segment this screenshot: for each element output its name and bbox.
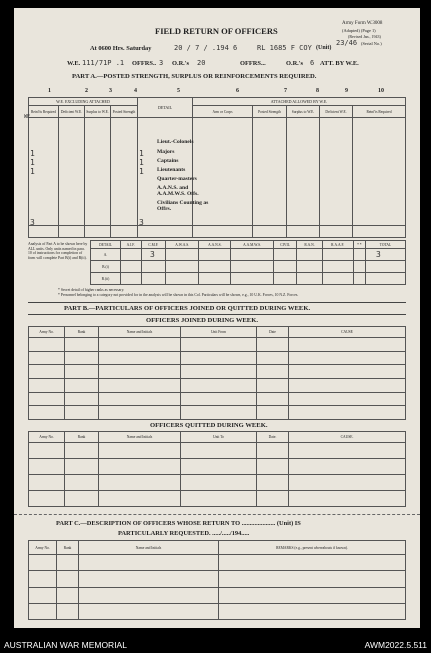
rank-label: Captains (157, 158, 179, 164)
ors2-value: 6 (310, 59, 315, 67)
col-number: 2 (85, 88, 88, 94)
footer-accession: AWM2022.5.511 (364, 640, 427, 650)
form-number: Army Form W.3008 (342, 21, 383, 26)
hw-total: 3 (139, 218, 144, 227)
quitted-title: OFFICERS QUITTED DURING WEEK. (150, 422, 268, 429)
part-c-col-header: REMARKS (e.g., present whereabouts if known). (219, 541, 406, 555)
group-left-header: W.E. EXCLUDING ATTACHED (29, 98, 138, 106)
analysis-col-header: A.W.A.S. (166, 241, 199, 249)
col-header: Deficient W.E. (59, 106, 85, 118)
total-cell (320, 226, 353, 238)
col-number: 3 (109, 88, 112, 94)
hw-entry: 1 (139, 167, 144, 176)
joined-col-header: Rank (65, 327, 99, 338)
joined-col-header: CAUSE (289, 327, 406, 338)
form-page (14, 8, 420, 628)
analysis-col-header: TOTAL (366, 241, 406, 249)
we-label: W.E. (67, 60, 81, 67)
col-number: 9 (345, 88, 348, 94)
posted-cell (111, 118, 138, 226)
quitted-col-header: Rank (65, 432, 99, 443)
col-number: 1 (48, 88, 51, 94)
footnote-2: * Personnel belonging to a category not provided for in the analysis will be shown in this Col. Particulars will be shown, e.g., 10 U.K. Forces, 10 N.Z. Forces. (58, 293, 299, 297)
analysis-col-header: DETAIL (91, 241, 121, 249)
group-right-header: ATTACHED ALLOWED BY W.E. (193, 98, 406, 106)
quitted-table (28, 431, 406, 507)
joined-table (28, 326, 406, 420)
analysis-note: Analysis of Part A to be shown here by ALL units. Only units named in para. 10 of instructions for completion of form will complete Part B(i) and B(ii). (28, 242, 88, 260)
hw-analysis-total: 3 (376, 250, 381, 259)
hw-total: 3 (30, 218, 35, 227)
part-c-col-header: Name and Initials (79, 541, 219, 555)
analysis-col-header: A.A.N.S. (199, 241, 231, 249)
analysis-col-header: CIVIL (273, 241, 297, 249)
we-mark: WE (24, 114, 31, 120)
hw-entry: 1 (139, 158, 144, 167)
col-number: 4 (134, 88, 137, 94)
col-header: Reinf'ts Required (353, 106, 406, 118)
offrs-label: OFFRS.. (132, 60, 157, 67)
offrs-value: 3 (159, 59, 164, 67)
col-number: 8 (316, 88, 319, 94)
col-header: Deficient W.E. (320, 106, 353, 118)
col-header: Posted Strength (111, 106, 138, 118)
quitted-col-header: Date. (257, 432, 289, 443)
analysis-row-label: A. (91, 249, 121, 261)
part-c-col-header: Army No. (29, 541, 57, 555)
unit-label: (Unit) (316, 45, 332, 51)
surplus-cell (85, 118, 111, 226)
att-deficient-cell (320, 118, 353, 226)
footnote-1: * Secret detail of higher ranks as necessary. (58, 288, 125, 292)
part-a-table (28, 97, 406, 238)
hw-entry: 1 (30, 167, 35, 176)
ors-value: 20 (197, 59, 206, 67)
quitted-col-header: Name and Initials (99, 432, 181, 443)
ors-label: O.R.'s (172, 60, 190, 67)
col-header: Surplus to W.E. (287, 106, 320, 118)
part-c-table (28, 540, 406, 620)
form-revised: (Revised Jan., 1943) (348, 34, 381, 39)
part-c-line1: PART C.—DESCRIPTION OF OFFICERS WHOSE RETURN TO ..................... (Unit) IS (56, 520, 301, 527)
part-a-title: PART A.—POSTED STRENGTH, SURPLUS OR REINFORCEMENTS REQUIRED. (72, 73, 317, 80)
form-adapted: (Adapted) (Page 1) (342, 28, 376, 33)
analysis-table (90, 240, 406, 285)
joined-title: OFFICERS JOINED DURING WEEK. (146, 317, 258, 324)
serial-number: 23/46 (336, 39, 358, 47)
att-reinfts-cell (353, 118, 406, 226)
archive-footer (0, 636, 431, 653)
joined-col-header: Army No. (29, 327, 65, 338)
we-value: 111/71P .1 (82, 59, 125, 67)
total-cell (193, 226, 253, 238)
hw-entry: 1 (30, 158, 35, 167)
offrs2-label: OFFRS... (240, 60, 266, 67)
col-header: Rein'fts Required (29, 106, 59, 118)
hw-entry: 1 (139, 149, 144, 158)
hw-entry: 1 (30, 149, 35, 158)
detail-header: DETAIL (138, 98, 193, 118)
ors2-label: O.R.'s (286, 60, 304, 67)
hw-aif: 3 (150, 250, 155, 259)
total-cell (253, 226, 287, 238)
total-cell (59, 226, 85, 238)
rank-label: Quarter-masters (157, 176, 197, 182)
att-surplus-cell (287, 118, 320, 226)
quitted-col-header: CAUSE. (289, 432, 406, 443)
analysis-row-label: B.(i) (91, 261, 121, 273)
total-cell (111, 226, 138, 238)
analysis-col-header: R.A.N. (297, 241, 322, 249)
form-title: FIELD RETURN OF OFFICERS (155, 26, 278, 36)
deficient-cell (59, 118, 85, 226)
col-number: 6 (236, 88, 239, 94)
footer-institution: AUSTRALIAN WAR MEMORIAL (4, 640, 127, 650)
serial-label: (Serial No.) (361, 41, 382, 46)
total-cell (138, 226, 193, 238)
rank-label: Civilians Counting as Offrs. (157, 200, 209, 213)
return-date: 20 / 7 / .194 6 (174, 44, 238, 52)
quitted-col-header: Army No. (29, 432, 65, 443)
joined-col-header: Date (257, 327, 289, 338)
joined-col-header: Unit From (181, 327, 257, 338)
att-label: ATT. BY W.E. (320, 60, 359, 67)
total-cell (287, 226, 320, 238)
total-cell (353, 226, 406, 238)
rank-label: Lieut.-Colonels (157, 139, 194, 145)
col-header: Surplus to W.E. (85, 106, 111, 118)
joined-col-header: Name and Initials (99, 327, 181, 338)
total-cell (85, 226, 111, 238)
total-cell (29, 226, 59, 238)
col-number: 5 (177, 88, 180, 94)
col-number: 7 (284, 88, 287, 94)
part-b-title: PART B.—PARTICULARS OF OFFICERS JOINED OR QUITTED DURING WEEK. (64, 305, 311, 312)
rank-label: Majors (157, 149, 175, 155)
at-line-prefix: At 0600 Hrs. Saturday (90, 45, 152, 52)
rank-label: Lieutenants (157, 167, 186, 173)
unit-name: RL 1685 F COY (257, 44, 312, 52)
quitted-col-header: Unit To (181, 432, 257, 443)
col-header: Posted Strength (253, 106, 287, 118)
part-c-line2: PARTICULARLY REQUESTED. ...../...../194..... (118, 530, 250, 537)
col-header: Arm or Corps (193, 106, 253, 118)
att-posted-cell (253, 118, 287, 226)
analysis-col-header: * * (353, 241, 365, 249)
analysis-col-header: R.A.A.F. (322, 241, 353, 249)
col-number: 10 (378, 88, 384, 94)
analysis-row-label: B.(ii) (91, 273, 121, 285)
rank-label: A.A.N.S. and A.A.M.W.S. Offs. (157, 185, 199, 198)
analysis-col-header: A.I.F. (121, 241, 142, 249)
analysis-col-header: C.M.F. (141, 241, 166, 249)
analysis-col-header: A.A.M.W.S. (231, 241, 273, 249)
part-c-col-header: Rank (57, 541, 79, 555)
